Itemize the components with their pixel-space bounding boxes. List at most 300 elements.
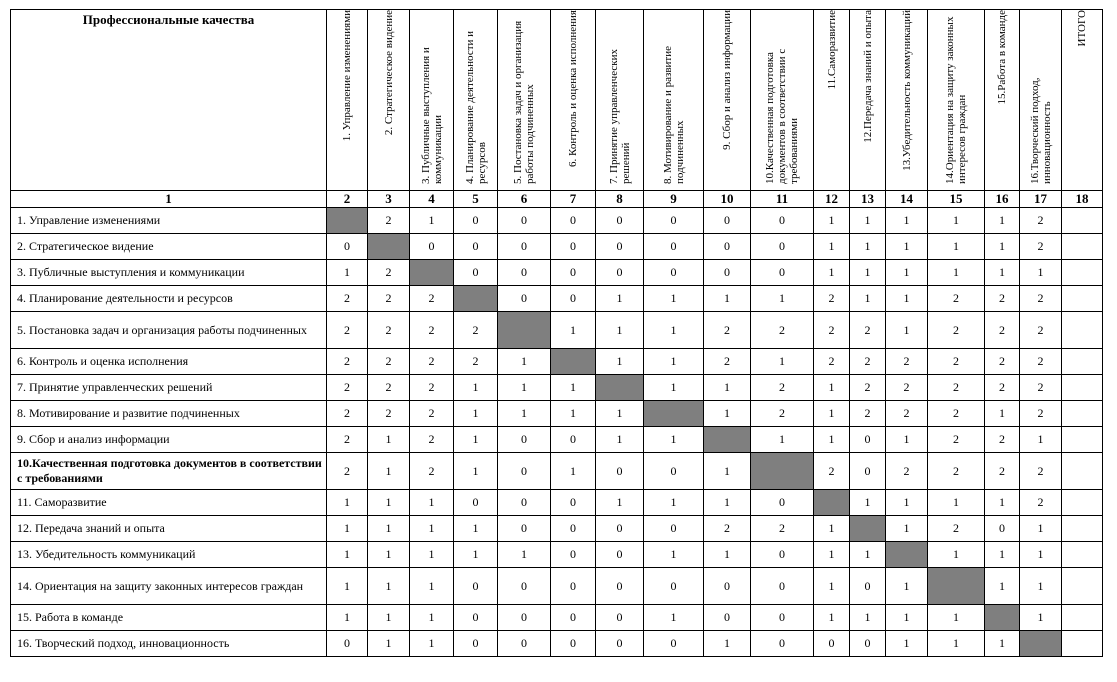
value-cell: 1 <box>985 234 1020 260</box>
value-cell: 1 <box>886 286 928 312</box>
value-cell: 0 <box>704 234 751 260</box>
value-cell: 1 <box>596 349 644 375</box>
value-cell: 0 <box>498 208 551 234</box>
value-cell: 1 <box>814 542 850 568</box>
total-cell <box>1062 453 1103 490</box>
value-cell: 2 <box>1020 453 1062 490</box>
value-cell: 1 <box>498 542 551 568</box>
value-cell: 1 <box>368 542 410 568</box>
value-cell: 0 <box>551 234 596 260</box>
column-header <box>751 10 814 191</box>
value-cell: 1 <box>886 631 928 657</box>
diagonal-cell <box>644 401 704 427</box>
column-number-row <box>11 191 1103 208</box>
value-cell: 1 <box>454 427 498 453</box>
total-cell <box>1062 312 1103 349</box>
value-cell: 0 <box>454 605 498 631</box>
row-label: 2. Стратегическое видение <box>11 234 327 260</box>
column-header <box>1020 10 1062 191</box>
column-header-label: 1. Управление изменениями <box>341 10 353 142</box>
value-cell: 1 <box>850 490 886 516</box>
column-header-label: 2. Стратегическое видение <box>382 10 395 136</box>
value-cell: 0 <box>644 208 704 234</box>
diagonal-cell <box>886 542 928 568</box>
column-header-label: 15.Работа в команде <box>996 10 1008 105</box>
total-cell <box>1062 631 1103 657</box>
value-cell: 0 <box>551 490 596 516</box>
value-cell: 1 <box>886 312 928 349</box>
matrix-body <box>11 208 1103 657</box>
value-cell: 2 <box>814 453 850 490</box>
table-row <box>11 453 1103 490</box>
value-cell: 1 <box>985 631 1020 657</box>
value-cell: 0 <box>551 208 596 234</box>
table-row <box>11 516 1103 542</box>
value-cell: 2 <box>704 516 751 542</box>
total-cell <box>1062 490 1103 516</box>
value-cell: 0 <box>596 208 644 234</box>
total-cell <box>1062 375 1103 401</box>
table-row <box>11 568 1103 605</box>
value-cell: 0 <box>596 605 644 631</box>
value-cell: 0 <box>551 286 596 312</box>
value-cell: 2 <box>368 375 410 401</box>
total-cell <box>1062 401 1103 427</box>
value-cell: 1 <box>814 401 850 427</box>
value-cell: 0 <box>596 234 644 260</box>
value-cell: 1 <box>551 401 596 427</box>
table-row <box>11 208 1103 234</box>
column-number: 6 <box>498 191 551 208</box>
column-header <box>410 10 454 191</box>
row-label: 9. Сбор и анализ информации <box>11 427 327 453</box>
value-cell: 1 <box>644 286 704 312</box>
value-cell: 1 <box>1020 605 1062 631</box>
value-cell: 1 <box>454 453 498 490</box>
value-cell: 0 <box>551 542 596 568</box>
column-number: 11 <box>751 191 814 208</box>
value-cell: 2 <box>1020 375 1062 401</box>
value-cell: 0 <box>596 453 644 490</box>
value-cell: 1 <box>410 542 454 568</box>
value-cell: 1 <box>454 375 498 401</box>
value-cell: 2 <box>327 312 368 349</box>
value-cell: 0 <box>644 631 704 657</box>
column-number: 12 <box>814 191 850 208</box>
value-cell: 0 <box>454 568 498 605</box>
total-cell <box>1062 349 1103 375</box>
value-cell: 0 <box>850 427 886 453</box>
value-cell: 2 <box>814 312 850 349</box>
value-cell: 2 <box>327 453 368 490</box>
diagonal-cell <box>410 260 454 286</box>
value-cell: 2 <box>410 453 454 490</box>
value-cell: 0 <box>751 208 814 234</box>
value-cell: 2 <box>814 286 850 312</box>
column-header <box>368 10 410 191</box>
value-cell: 1 <box>498 349 551 375</box>
value-cell: 1 <box>327 516 368 542</box>
value-cell: 2 <box>410 349 454 375</box>
value-cell: 2 <box>1020 208 1062 234</box>
value-cell: 2 <box>1020 490 1062 516</box>
table-row <box>11 605 1103 631</box>
value-cell: 0 <box>498 516 551 542</box>
column-number: 7 <box>551 191 596 208</box>
competency-matrix <box>10 9 1103 657</box>
column-header-label: 7. Принятие управленческих решений <box>607 49 632 184</box>
value-cell: 2 <box>327 375 368 401</box>
value-cell: 1 <box>410 568 454 605</box>
value-cell: 1 <box>886 516 928 542</box>
table-row <box>11 631 1103 657</box>
value-cell: 0 <box>410 234 454 260</box>
value-cell: 2 <box>886 375 928 401</box>
value-cell: 1 <box>704 542 751 568</box>
total-cell <box>1062 234 1103 260</box>
value-cell: 1 <box>368 605 410 631</box>
row-label: 7. Принятие управленческих решений <box>11 375 327 401</box>
value-cell: 0 <box>327 234 368 260</box>
value-cell: 2 <box>410 286 454 312</box>
value-cell: 2 <box>704 349 751 375</box>
value-cell: 2 <box>751 516 814 542</box>
column-header-label: 9. Сбор и анализ информации <box>721 10 733 150</box>
value-cell: 1 <box>644 542 704 568</box>
diagonal-cell <box>596 375 644 401</box>
column-header <box>327 10 368 191</box>
value-cell: 1 <box>704 375 751 401</box>
table-row <box>11 375 1103 401</box>
value-cell: 1 <box>850 542 886 568</box>
value-cell: 2 <box>410 375 454 401</box>
row-label: 16. Творческий подход, инновационность <box>11 631 327 657</box>
diagonal-cell <box>704 427 751 453</box>
value-cell: 2 <box>454 312 498 349</box>
value-cell: 1 <box>368 516 410 542</box>
column-header-label: 11.Саморазвитие <box>825 10 838 90</box>
column-header-label: 4. Планирование деятельности и ресурсов <box>463 30 488 184</box>
column-header <box>850 10 886 191</box>
value-cell: 2 <box>751 312 814 349</box>
column-header-label: 6. Контроль и оценка исполнения <box>567 10 579 167</box>
value-cell: 0 <box>704 568 751 605</box>
row-label: 11. Саморазвитие <box>11 490 327 516</box>
total-cell <box>1062 605 1103 631</box>
value-cell: 0 <box>498 286 551 312</box>
diagonal-cell <box>985 605 1020 631</box>
value-cell: 1 <box>368 631 410 657</box>
value-cell: 1 <box>704 401 751 427</box>
value-cell: 2 <box>327 286 368 312</box>
diagonal-cell <box>454 286 498 312</box>
value-cell: 2 <box>1020 401 1062 427</box>
value-cell: 0 <box>551 568 596 605</box>
value-cell: 1 <box>928 605 985 631</box>
value-cell: 0 <box>644 260 704 286</box>
total-cell <box>1062 516 1103 542</box>
value-cell: 2 <box>1020 234 1062 260</box>
value-cell: 1 <box>850 234 886 260</box>
value-cell: 0 <box>498 568 551 605</box>
column-header <box>551 10 596 191</box>
value-cell: 2 <box>928 349 985 375</box>
column-number: 13 <box>850 191 886 208</box>
value-cell: 1 <box>985 260 1020 286</box>
value-cell: 0 <box>644 453 704 490</box>
value-cell: 1 <box>751 427 814 453</box>
value-cell: 0 <box>498 427 551 453</box>
value-cell: 2 <box>985 375 1020 401</box>
value-cell: 1 <box>886 234 928 260</box>
column-header <box>704 10 751 191</box>
value-cell: 0 <box>454 260 498 286</box>
column-number: 2 <box>327 191 368 208</box>
value-cell: 1 <box>985 542 1020 568</box>
value-cell: 0 <box>454 234 498 260</box>
value-cell: 1 <box>327 260 368 286</box>
diagonal-cell <box>928 568 985 605</box>
value-cell: 0 <box>551 631 596 657</box>
row-label: 4. Планирование деятельности и ресурсов <box>11 286 327 312</box>
value-cell: 1 <box>814 516 850 542</box>
value-cell: 2 <box>410 312 454 349</box>
value-cell: 1 <box>327 490 368 516</box>
column-number: 4 <box>410 191 454 208</box>
diagonal-cell <box>551 349 596 375</box>
value-cell: 2 <box>368 208 410 234</box>
value-cell: 1 <box>928 234 985 260</box>
row-label: 1. Управление изменениями <box>11 208 327 234</box>
value-cell: 1 <box>644 605 704 631</box>
value-cell: 2 <box>928 427 985 453</box>
value-cell: 1 <box>551 375 596 401</box>
value-cell: 0 <box>498 260 551 286</box>
value-cell: 1 <box>985 401 1020 427</box>
value-cell: 1 <box>1020 427 1062 453</box>
value-cell: 2 <box>928 516 985 542</box>
value-cell: 2 <box>886 349 928 375</box>
value-cell: 2 <box>410 427 454 453</box>
row-label: 12. Передача знаний и опыта <box>11 516 327 542</box>
value-cell: 1 <box>814 234 850 260</box>
value-cell: 0 <box>644 234 704 260</box>
value-cell: 0 <box>498 234 551 260</box>
value-cell: 2 <box>454 349 498 375</box>
total-cell <box>1062 260 1103 286</box>
total-cell <box>1062 568 1103 605</box>
value-cell: 1 <box>644 490 704 516</box>
value-cell: 0 <box>551 260 596 286</box>
value-cell: 2 <box>985 349 1020 375</box>
value-cell: 0 <box>498 490 551 516</box>
table-row <box>11 542 1103 568</box>
value-cell: 1 <box>886 490 928 516</box>
value-cell: 1 <box>327 605 368 631</box>
value-cell: 2 <box>985 427 1020 453</box>
value-cell: 2 <box>327 427 368 453</box>
column-header <box>985 10 1020 191</box>
value-cell: 0 <box>704 208 751 234</box>
column-header-label: 12.Передача знаний и опыта <box>861 10 874 143</box>
value-cell: 1 <box>928 631 985 657</box>
value-cell: 1 <box>644 375 704 401</box>
column-header <box>644 10 704 191</box>
value-cell: 0 <box>454 208 498 234</box>
table-row <box>11 490 1103 516</box>
column-header <box>1062 10 1103 191</box>
diagonal-cell <box>368 234 410 260</box>
diagonal-cell <box>751 453 814 490</box>
table-row <box>11 401 1103 427</box>
value-cell: 0 <box>850 453 886 490</box>
value-cell: 1 <box>751 286 814 312</box>
value-cell: 1 <box>410 605 454 631</box>
value-cell: 1 <box>498 401 551 427</box>
column-number: 17 <box>1020 191 1062 208</box>
value-cell: 1 <box>551 453 596 490</box>
value-cell: 1 <box>596 490 644 516</box>
table-row <box>11 234 1103 260</box>
value-cell: 1 <box>454 542 498 568</box>
value-cell: 1 <box>1020 260 1062 286</box>
value-cell: 2 <box>886 401 928 427</box>
value-cell: 1 <box>368 490 410 516</box>
value-cell: 0 <box>751 260 814 286</box>
value-cell: 1 <box>644 349 704 375</box>
value-cell: 0 <box>751 568 814 605</box>
value-cell: 1 <box>596 286 644 312</box>
value-cell: 0 <box>850 568 886 605</box>
value-cell: 1 <box>928 490 985 516</box>
value-cell: 1 <box>886 260 928 286</box>
column-number: 3 <box>368 191 410 208</box>
value-cell: 2 <box>751 401 814 427</box>
value-cell: 0 <box>596 631 644 657</box>
value-cell: 0 <box>751 490 814 516</box>
value-cell: 0 <box>644 516 704 542</box>
value-cell: 2 <box>368 349 410 375</box>
value-cell: 1 <box>814 427 850 453</box>
value-cell: 1 <box>410 208 454 234</box>
value-cell: 1 <box>886 568 928 605</box>
value-cell: 0 <box>751 234 814 260</box>
header-row <box>11 10 1103 191</box>
value-cell: 0 <box>596 542 644 568</box>
row-label: 5. Постановка задач и организация работы подчиненных <box>11 312 327 349</box>
column-number: 8 <box>596 191 644 208</box>
value-cell: 1 <box>410 631 454 657</box>
value-cell: 0 <box>644 568 704 605</box>
value-cell: 2 <box>886 453 928 490</box>
column-number: 14 <box>886 191 928 208</box>
value-cell: 2 <box>368 286 410 312</box>
value-cell: 0 <box>454 631 498 657</box>
value-cell: 2 <box>850 375 886 401</box>
value-cell: 0 <box>751 542 814 568</box>
column-number: 18 <box>1062 191 1103 208</box>
value-cell: 1 <box>368 427 410 453</box>
value-cell: 2 <box>368 401 410 427</box>
table-row <box>11 260 1103 286</box>
value-cell: 2 <box>850 401 886 427</box>
value-cell: 2 <box>928 312 985 349</box>
total-cell <box>1062 208 1103 234</box>
value-cell: 1 <box>886 427 928 453</box>
value-cell: 2 <box>327 349 368 375</box>
value-cell: 1 <box>850 260 886 286</box>
column-header <box>928 10 985 191</box>
value-cell: 1 <box>596 401 644 427</box>
value-cell: 0 <box>498 453 551 490</box>
value-cell: 0 <box>551 605 596 631</box>
value-cell: 0 <box>498 605 551 631</box>
table-title: Профессиональные качества <box>11 10 327 191</box>
value-cell: 1 <box>498 375 551 401</box>
value-cell: 1 <box>410 490 454 516</box>
table-row <box>11 312 1103 349</box>
value-cell: 1 <box>368 568 410 605</box>
value-cell: 1 <box>850 605 886 631</box>
value-cell: 0 <box>596 568 644 605</box>
value-cell: 0 <box>596 516 644 542</box>
value-cell: 2 <box>814 349 850 375</box>
total-cell <box>1062 427 1103 453</box>
value-cell: 0 <box>751 631 814 657</box>
value-cell: 1 <box>596 312 644 349</box>
value-cell: 1 <box>327 568 368 605</box>
value-cell: 1 <box>704 286 751 312</box>
value-cell: 1 <box>644 427 704 453</box>
value-cell: 1 <box>814 375 850 401</box>
diagonal-cell <box>850 516 886 542</box>
table-row <box>11 286 1103 312</box>
value-cell: 1 <box>327 542 368 568</box>
value-cell: 2 <box>1020 286 1062 312</box>
column-header-label: 13.Убедительность коммуникаций <box>900 10 913 171</box>
column-header-label: 16.Творческий подход, инновационность <box>1028 77 1053 184</box>
value-cell: 0 <box>551 427 596 453</box>
column-header <box>886 10 928 191</box>
value-cell: 0 <box>498 631 551 657</box>
value-cell: 2 <box>368 260 410 286</box>
value-cell: 2 <box>368 312 410 349</box>
value-cell: 2 <box>850 349 886 375</box>
value-cell: 0 <box>327 631 368 657</box>
value-cell: 0 <box>985 516 1020 542</box>
row-label: 3. Публичные выступления и коммуникации <box>11 260 327 286</box>
value-cell: 0 <box>596 260 644 286</box>
value-cell: 0 <box>850 631 886 657</box>
row-label: 6. Контроль и оценка исполнения <box>11 349 327 375</box>
value-cell: 2 <box>985 312 1020 349</box>
value-cell: 1 <box>644 312 704 349</box>
value-cell: 1 <box>704 490 751 516</box>
value-cell: 1 <box>850 208 886 234</box>
value-cell: 1 <box>704 631 751 657</box>
value-cell: 0 <box>454 490 498 516</box>
value-cell: 2 <box>928 453 985 490</box>
column-header-label: 3. Публичные выступления и коммуникации <box>419 47 444 184</box>
value-cell: 1 <box>850 286 886 312</box>
value-cell: 1 <box>814 568 850 605</box>
value-cell: 0 <box>751 605 814 631</box>
value-cell: 2 <box>928 286 985 312</box>
value-cell: 2 <box>985 453 1020 490</box>
value-cell: 1 <box>928 208 985 234</box>
column-number: 9 <box>644 191 704 208</box>
column-header-label: 10.Качественная подготовка документов в соответствии с требованиями <box>764 48 800 184</box>
